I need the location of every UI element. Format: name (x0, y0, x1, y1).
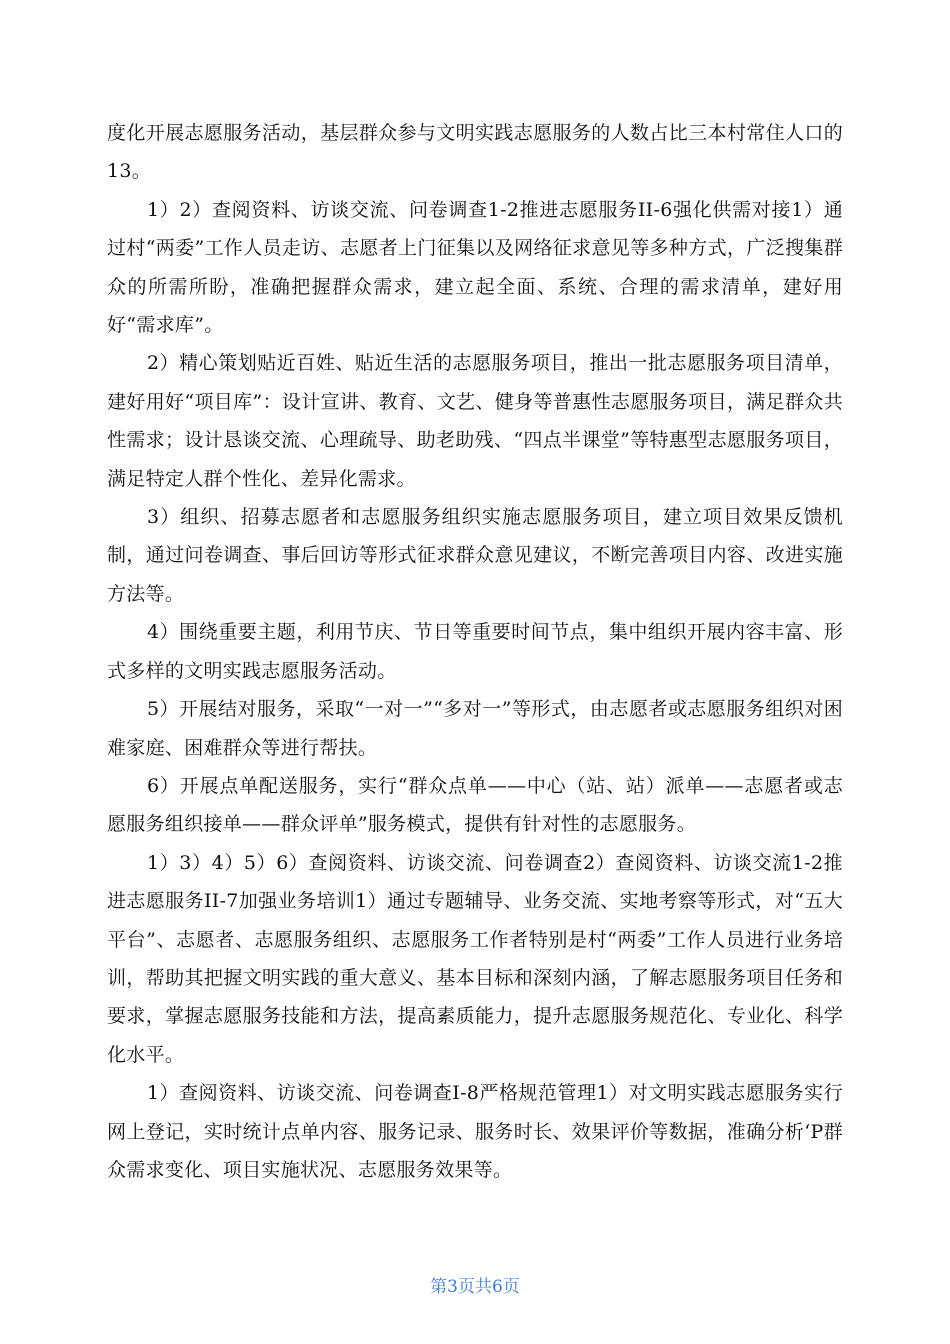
document-body (107, 114, 843, 1189)
paragraph-2: 1）2）查阅资料、访谈交流、问卷调查1-2推进志愿服务II-6强化供需对接1）通过村“两委”工作人员走访、志愿者上门征集以及网络征求意见等多种方式，广泛搜集群众的所需所盼，准确把握群众需求，建立起全面、系统、合理的需求清单，建好用好“需求库”。 (107, 198, 843, 337)
paragraph-5: 4）围绕重要主题，利用节庆、节日等重要时间节点，集中组织开展内容丰富、形式多样的文明实践志愿服务活动。 (107, 621, 843, 682)
paragraph-9: 1）查阅资料、访谈交流、问卷调查I-8严格规范管理1）对文明实践志愿服务实行网上登记，实时统计点单内容、服务记录、服务时长、效果评价等数据，准确分析‘P群众需求变化、项目实施状况、志愿服务效果等。 (107, 1082, 843, 1181)
paragraph-4: 3）组织、招募志愿者和志愿服务组织实施志愿服务项目，建立项目效果反馈机制，通过问卷调查、事后回访等形式征求群众意见建议，不断完善项目内容、改进实施方法等。 (107, 506, 843, 605)
paragraph-1: 度化开展志愿服务活动，基层群众参与文明实践志愿服务的人数占比三本村常住人口的13。 (107, 122, 843, 183)
paragraph-6: 5）开展结对服务，采取“一对一”“多对一”等形式，由志愿者或志愿服务组织对困难家庭、困难群众等进行帮扶。 (107, 698, 843, 759)
paragraph-8: 1）3）4）5）6）查阅资料、访谈交流、问卷调查2）查阅资料、访谈交流1-2推进志愿服务II-7加强业务培训1）通过专题辅导、业务交流、实地考察等形式，对“五大平台”、志愿者、志愿服务组织、志愿服务工作者特别是村“两委”工作人员进行业务培训，帮助其把握文明实践的重大意义、基本目标和深刻内涵，了解志愿服务项目任务和要求，掌握志愿服务技能和方法，提高素质能力，提升志愿服务规范化、专业化、科学化水平。 (107, 851, 843, 1066)
paragraph-3: 2）精心策划贴近百姓、贴近生活的志愿服务项目，推出一批志愿服务项目清单，建好用好“项目库”：设计宣讲、教育、文艺、健身等普惠性志愿服务项目，满足群众共性需求；设计恳谈交流、心理疏导、助老助残、“四点半课堂”等特惠型志愿服务项目，满足特定人群个性化、差异化需求。 (107, 352, 843, 490)
paragraph-7: 6）开展点单配送服务，实行“群众点单——中心（站、站）派单——志愿者或志愿服务组织接单——群众评单”服务模式，提供有针对性的志愿服务。 (107, 774, 843, 836)
page-number-footer: 第3页共6页 (430, 1277, 520, 1297)
